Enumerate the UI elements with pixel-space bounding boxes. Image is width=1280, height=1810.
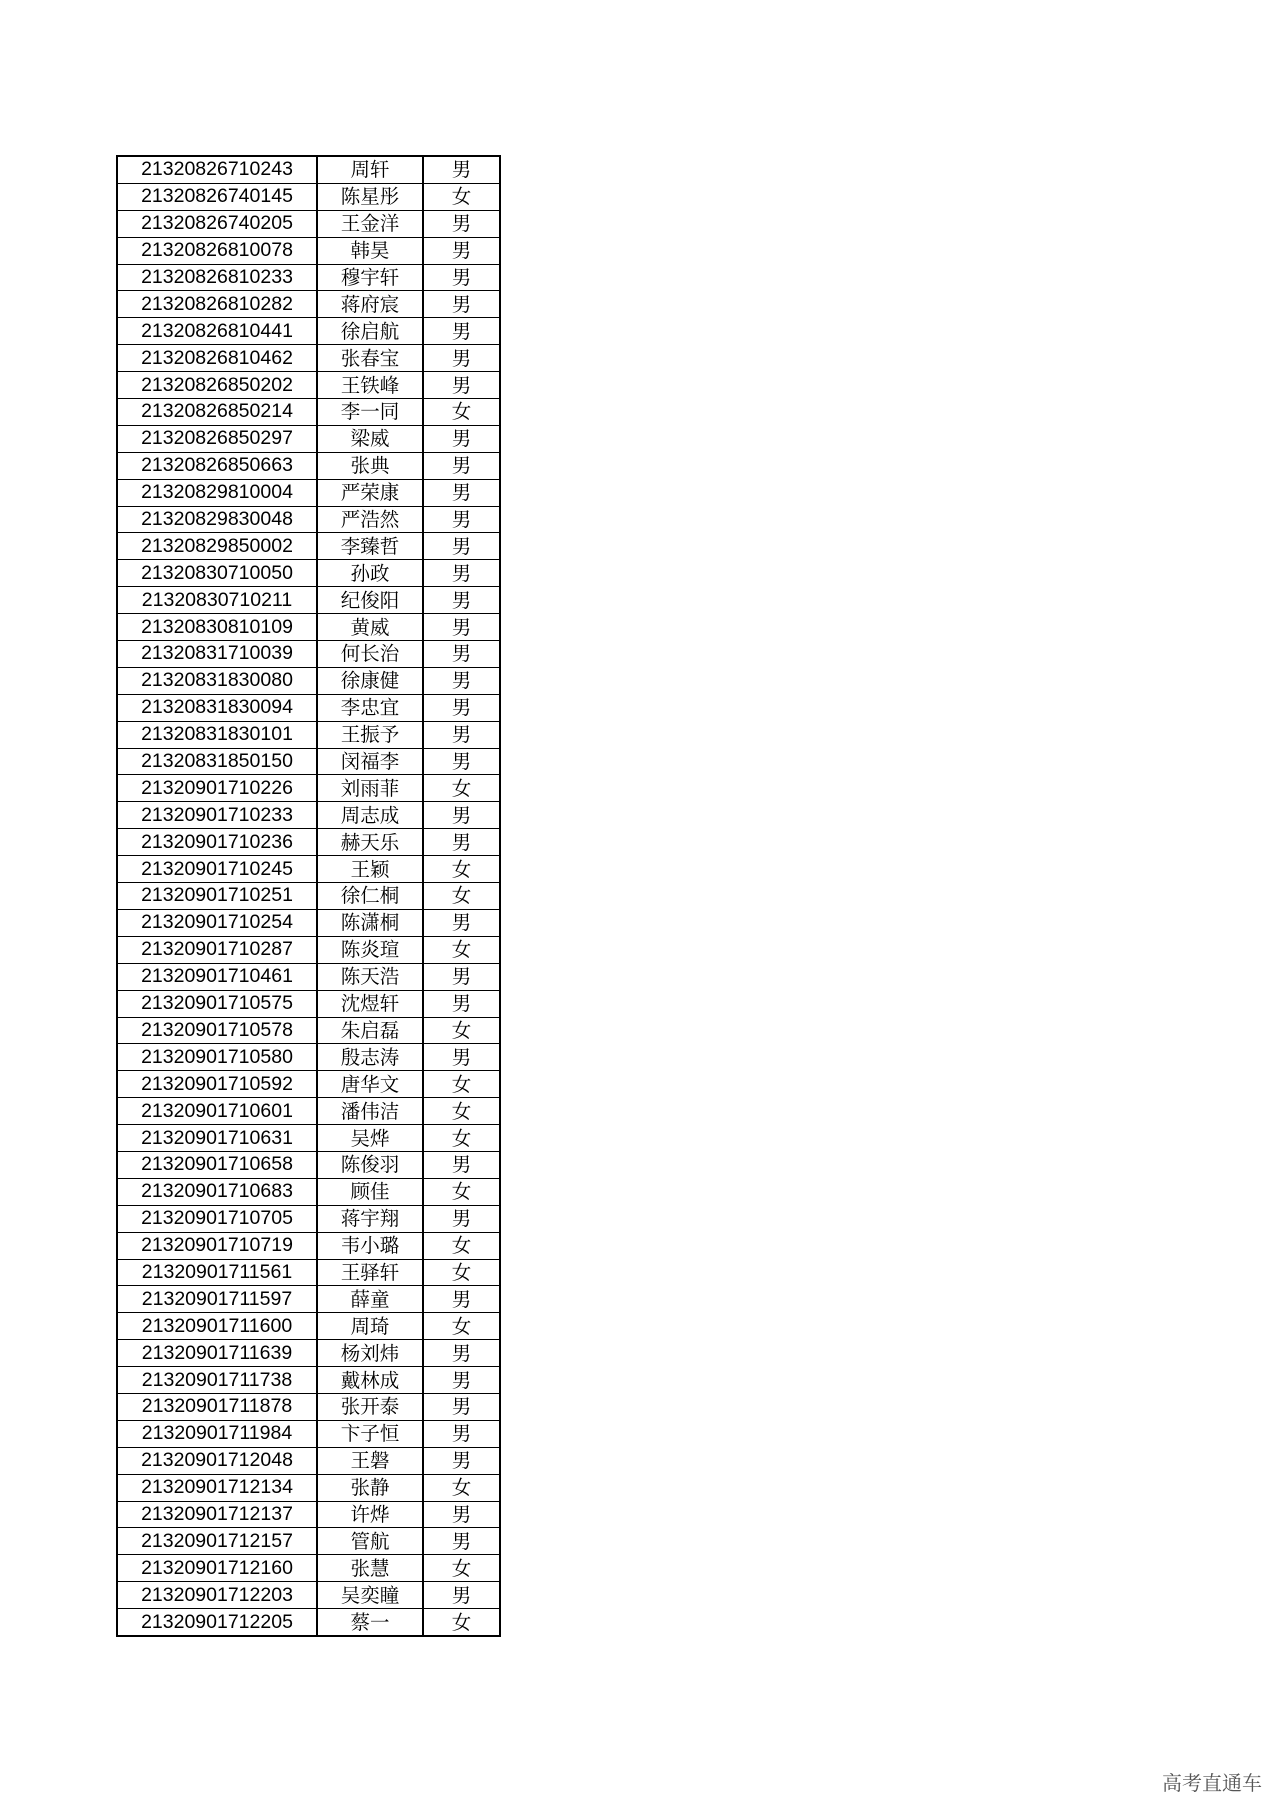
name-cell: 卞子恒	[317, 1420, 423, 1447]
candidate-id-cell: 21320901712134	[117, 1474, 317, 1501]
gender-cell: 男	[423, 560, 500, 587]
name-cell: 吴烨	[317, 1125, 423, 1152]
name-cell: 朱启磊	[317, 1017, 423, 1044]
candidate-id-cell: 21320901710575	[117, 990, 317, 1017]
gender-cell: 女	[423, 1609, 500, 1636]
gender-cell: 男	[423, 1205, 500, 1232]
name-cell: 李忠宜	[317, 694, 423, 721]
roster-table-body	[117, 156, 500, 1636]
table-row	[117, 883, 500, 910]
name-cell: 黄威	[317, 614, 423, 641]
name-cell: 周琦	[317, 1313, 423, 1340]
name-cell: 顾佳	[317, 1178, 423, 1205]
table-row	[117, 856, 500, 883]
gender-cell: 男	[423, 802, 500, 829]
gender-cell: 男	[423, 694, 500, 721]
gender-cell: 男	[423, 667, 500, 694]
candidate-id-cell: 21320901710287	[117, 936, 317, 963]
table-row	[117, 1420, 500, 1447]
name-cell: 潘伟洁	[317, 1098, 423, 1125]
candidate-id-cell: 21320901710705	[117, 1205, 317, 1232]
gender-cell: 女	[423, 775, 500, 802]
candidate-id-cell: 21320901711984	[117, 1420, 317, 1447]
candidate-id-cell: 21320901711639	[117, 1340, 317, 1367]
gender-cell: 女	[423, 856, 500, 883]
name-cell: 张开泰	[317, 1393, 423, 1420]
name-cell: 唐华文	[317, 1071, 423, 1098]
name-cell: 蒋府宸	[317, 291, 423, 318]
table-row	[117, 641, 500, 668]
gender-cell: 男	[423, 990, 500, 1017]
gender-cell: 男	[423, 829, 500, 856]
name-cell: 陈星彤	[317, 183, 423, 210]
table-row	[117, 560, 500, 587]
gender-cell: 男	[423, 506, 500, 533]
name-cell: 纪俊阳	[317, 587, 423, 614]
table-row	[117, 1151, 500, 1178]
candidate-id-cell: 21320826810233	[117, 264, 317, 291]
gender-cell: 男	[423, 1044, 500, 1071]
roster-table	[116, 155, 501, 1637]
candidate-id-cell: 21320826850297	[117, 425, 317, 452]
table-row	[117, 614, 500, 641]
name-cell: 韦小璐	[317, 1232, 423, 1259]
table-row	[117, 399, 500, 426]
candidate-id-cell: 21320901712205	[117, 1609, 317, 1636]
name-cell: 张慧	[317, 1555, 423, 1582]
gender-cell: 男	[423, 372, 500, 399]
candidate-id-cell: 21320901710683	[117, 1178, 317, 1205]
candidate-id-cell: 21320826850202	[117, 372, 317, 399]
gender-cell: 男	[423, 1420, 500, 1447]
name-cell: 孙政	[317, 560, 423, 587]
candidate-id-cell: 21320831830080	[117, 667, 317, 694]
name-cell: 穆宇轩	[317, 264, 423, 291]
name-cell: 刘雨菲	[317, 775, 423, 802]
gender-cell: 女	[423, 1259, 500, 1286]
name-cell: 赫天乐	[317, 829, 423, 856]
gender-cell: 女	[423, 399, 500, 426]
gender-cell: 女	[423, 936, 500, 963]
candidate-id-cell: 21320831850150	[117, 748, 317, 775]
candidate-id-cell: 21320826810078	[117, 237, 317, 264]
table-row	[117, 156, 500, 183]
gender-cell: 男	[423, 318, 500, 345]
gender-cell: 女	[423, 1313, 500, 1340]
table-row	[117, 829, 500, 856]
name-cell: 管航	[317, 1528, 423, 1555]
gender-cell: 男	[423, 425, 500, 452]
name-cell: 沈煜轩	[317, 990, 423, 1017]
candidate-id-cell: 21320901711738	[117, 1367, 317, 1394]
table-row	[117, 667, 500, 694]
table-row	[117, 1098, 500, 1125]
table-row	[117, 1017, 500, 1044]
gender-cell: 男	[423, 721, 500, 748]
name-cell: 李一同	[317, 399, 423, 426]
gender-cell: 男	[423, 1582, 500, 1609]
candidate-id-cell: 21320901710580	[117, 1044, 317, 1071]
table-row	[117, 533, 500, 560]
name-cell: 蔡一	[317, 1609, 423, 1636]
candidate-id-cell: 21320826810462	[117, 345, 317, 372]
gender-cell: 男	[423, 210, 500, 237]
candidate-id-cell: 21320826740145	[117, 183, 317, 210]
candidate-id-cell: 21320826850663	[117, 452, 317, 479]
name-cell: 徐启航	[317, 318, 423, 345]
gender-cell: 女	[423, 1125, 500, 1152]
name-cell: 徐仁桐	[317, 883, 423, 910]
table-row	[117, 372, 500, 399]
candidate-id-cell: 21320901710461	[117, 963, 317, 990]
name-cell: 吴奕瞳	[317, 1582, 423, 1609]
candidate-id-cell: 21320901710254	[117, 909, 317, 936]
gender-cell: 男	[423, 641, 500, 668]
candidate-id-cell: 21320830710050	[117, 560, 317, 587]
gender-cell: 男	[423, 1528, 500, 1555]
name-cell: 王驿轩	[317, 1259, 423, 1286]
table-row	[117, 425, 500, 452]
name-cell: 陈炎瑄	[317, 936, 423, 963]
candidate-id-cell: 21320901712203	[117, 1582, 317, 1609]
table-row	[117, 452, 500, 479]
name-cell: 韩昊	[317, 237, 423, 264]
gender-cell: 女	[423, 183, 500, 210]
name-cell: 王磐	[317, 1447, 423, 1474]
table-row	[117, 1340, 500, 1367]
table-row	[117, 936, 500, 963]
candidate-id-cell: 21320901711878	[117, 1393, 317, 1420]
candidate-id-cell: 21320901710658	[117, 1151, 317, 1178]
candidate-id-cell: 21320826710243	[117, 156, 317, 183]
gender-cell: 男	[423, 237, 500, 264]
gender-cell: 男	[423, 963, 500, 990]
table-row	[117, 1044, 500, 1071]
candidate-id-cell: 21320901711561	[117, 1259, 317, 1286]
name-cell: 李臻哲	[317, 533, 423, 560]
gender-cell: 男	[423, 1447, 500, 1474]
table-row	[117, 1313, 500, 1340]
watermark: 高考直通车	[1162, 1771, 1262, 1795]
table-row	[117, 1609, 500, 1636]
gender-cell: 女	[423, 1232, 500, 1259]
candidate-id-cell: 21320901710631	[117, 1125, 317, 1152]
gender-cell: 男	[423, 479, 500, 506]
table-row	[117, 963, 500, 990]
name-cell: 戴林成	[317, 1367, 423, 1394]
table-row	[117, 1259, 500, 1286]
candidate-id-cell: 21320901711600	[117, 1313, 317, 1340]
gender-cell: 女	[423, 1555, 500, 1582]
name-cell: 陈天浩	[317, 963, 423, 990]
candidate-id-cell: 21320901712048	[117, 1447, 317, 1474]
name-cell: 周志成	[317, 802, 423, 829]
table-row	[117, 1447, 500, 1474]
candidate-id-cell: 21320829810004	[117, 479, 317, 506]
candidate-id-cell: 21320901712137	[117, 1501, 317, 1528]
gender-cell: 男	[423, 587, 500, 614]
table-row	[117, 1474, 500, 1501]
candidate-id-cell: 21320901710236	[117, 829, 317, 856]
candidate-id-cell: 21320831830101	[117, 721, 317, 748]
table-row	[117, 1286, 500, 1313]
table-row	[117, 1582, 500, 1609]
table-row	[117, 1205, 500, 1232]
table-row	[117, 990, 500, 1017]
name-cell: 梁威	[317, 425, 423, 452]
table-row	[117, 237, 500, 264]
gender-cell: 男	[423, 156, 500, 183]
name-cell: 杨刘炜	[317, 1340, 423, 1367]
gender-cell: 女	[423, 1071, 500, 1098]
table-row	[117, 587, 500, 614]
candidate-id-cell: 21320901711597	[117, 1286, 317, 1313]
name-cell: 闵福李	[317, 748, 423, 775]
name-cell: 薛童	[317, 1286, 423, 1313]
table-row	[117, 1232, 500, 1259]
name-cell: 蒋宇翔	[317, 1205, 423, 1232]
gender-cell: 男	[423, 1286, 500, 1313]
name-cell: 陈俊羽	[317, 1151, 423, 1178]
table-row	[117, 479, 500, 506]
candidate-id-cell: 21320829850002	[117, 533, 317, 560]
gender-cell: 男	[423, 1367, 500, 1394]
name-cell: 许烨	[317, 1501, 423, 1528]
gender-cell: 男	[423, 909, 500, 936]
name-cell: 徐康健	[317, 667, 423, 694]
candidate-id-cell: 21320901710578	[117, 1017, 317, 1044]
table-row	[117, 1501, 500, 1528]
name-cell: 陈潇桐	[317, 909, 423, 936]
candidate-id-cell: 21320826810282	[117, 291, 317, 318]
candidate-id-cell: 21320901710233	[117, 802, 317, 829]
table-row	[117, 1393, 500, 1420]
gender-cell: 男	[423, 748, 500, 775]
candidate-id-cell: 21320901712160	[117, 1555, 317, 1582]
name-cell: 周轩	[317, 156, 423, 183]
candidate-id-cell: 21320826810441	[117, 318, 317, 345]
name-cell: 王颖	[317, 856, 423, 883]
table-row	[117, 1178, 500, 1205]
table-row	[117, 1071, 500, 1098]
table-row	[117, 775, 500, 802]
gender-cell: 男	[423, 533, 500, 560]
name-cell: 严浩然	[317, 506, 423, 533]
gender-cell: 男	[423, 345, 500, 372]
candidate-id-cell: 21320901710251	[117, 883, 317, 910]
candidate-id-cell: 21320901710245	[117, 856, 317, 883]
table-row	[117, 1555, 500, 1582]
table-row	[117, 909, 500, 936]
name-cell: 王金洋	[317, 210, 423, 237]
candidate-id-cell: 21320901710601	[117, 1098, 317, 1125]
table-row	[117, 506, 500, 533]
table-row	[117, 318, 500, 345]
name-cell: 张典	[317, 452, 423, 479]
table-row	[117, 694, 500, 721]
table-row	[117, 1367, 500, 1394]
gender-cell: 男	[423, 1501, 500, 1528]
table-row	[117, 1125, 500, 1152]
candidate-id-cell: 21320901712157	[117, 1528, 317, 1555]
gender-cell: 男	[423, 1340, 500, 1367]
name-cell: 严荣康	[317, 479, 423, 506]
table-row	[117, 210, 500, 237]
candidate-id-cell: 21320829830048	[117, 506, 317, 533]
gender-cell: 男	[423, 614, 500, 641]
table-row	[117, 345, 500, 372]
candidate-id-cell: 21320901710592	[117, 1071, 317, 1098]
gender-cell: 男	[423, 1393, 500, 1420]
name-cell: 王铁峰	[317, 372, 423, 399]
candidate-id-cell: 21320830810109	[117, 614, 317, 641]
gender-cell: 男	[423, 291, 500, 318]
candidate-id-cell: 21320901710719	[117, 1232, 317, 1259]
gender-cell: 男	[423, 1151, 500, 1178]
candidate-id-cell: 21320826740205	[117, 210, 317, 237]
table-row	[117, 264, 500, 291]
candidate-id-cell: 21320831830094	[117, 694, 317, 721]
candidate-id-cell: 21320830710211	[117, 587, 317, 614]
gender-cell: 女	[423, 1098, 500, 1125]
gender-cell: 男	[423, 264, 500, 291]
gender-cell: 女	[423, 1474, 500, 1501]
table-row	[117, 748, 500, 775]
gender-cell: 女	[423, 1178, 500, 1205]
table-row	[117, 291, 500, 318]
name-cell: 张静	[317, 1474, 423, 1501]
gender-cell: 女	[423, 883, 500, 910]
table-row	[117, 1528, 500, 1555]
candidate-id-cell: 21320831710039	[117, 641, 317, 668]
table-row	[117, 721, 500, 748]
name-cell: 殷志涛	[317, 1044, 423, 1071]
table-row	[117, 183, 500, 210]
candidate-id-cell: 21320826850214	[117, 399, 317, 426]
gender-cell: 女	[423, 1017, 500, 1044]
name-cell: 王振予	[317, 721, 423, 748]
candidate-id-cell: 21320901710226	[117, 775, 317, 802]
name-cell: 张春宝	[317, 345, 423, 372]
name-cell: 何长治	[317, 641, 423, 668]
table-row	[117, 802, 500, 829]
gender-cell: 男	[423, 452, 500, 479]
